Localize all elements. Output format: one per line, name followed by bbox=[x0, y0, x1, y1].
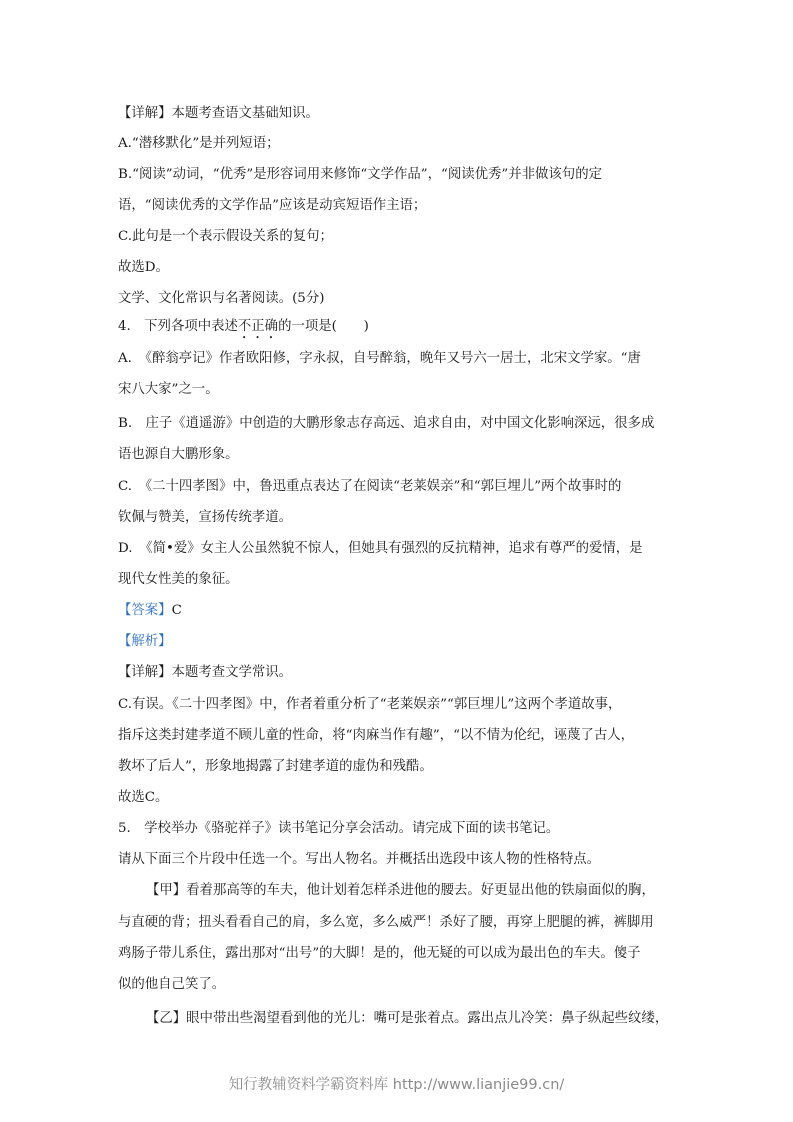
question-4-emphasis: 不正确 bbox=[237, 319, 279, 334]
option-b-line: B. 庄子《逍遥游》中创造的大鹏形象志存高远、追求自由，对中国文化影响深远，很多成 bbox=[118, 416, 655, 431]
passage-jia-line: 似的他自己笑了。 bbox=[118, 977, 226, 992]
option-a-line: A. 《醉翁亭记》作者欧阳修，字永叔，自号醉翁，晚年又号六一居士，北宋文学家。“唐 bbox=[118, 351, 641, 366]
text-line: 故选C。 bbox=[118, 790, 169, 805]
text-line: B.“阅读”动词，“优秀”是形容词用来修饰“文学作品”，“阅读优秀”并非做该句的定 bbox=[118, 167, 602, 182]
question-4-stem bbox=[118, 317, 678, 342]
text-line: 请从下面三个片段中任选一个。写出人物名。并概括出选段中该人物的性格特点。 bbox=[118, 852, 601, 867]
text-line: 语，“阅读优秀的文学作品”应该是动宾短语作主语； bbox=[118, 198, 427, 213]
text-line: C.此句是一个表示假设关系的复句； bbox=[118, 229, 333, 244]
option-a-line: 宋八大家”之一。 bbox=[118, 382, 219, 397]
text-line: 教坏了后人”，形象地揭露了封建孝道的虚伪和残酷。 bbox=[118, 759, 433, 774]
footer-watermark: 知行教辅资料学霸资料库 http://www.lianjie99.cn/ bbox=[228, 1077, 565, 1093]
option-b-line: 语也源自大鹏形象。 bbox=[118, 447, 239, 462]
text-line: 文学、文化常识与名著阅读。(5分) bbox=[118, 291, 325, 306]
passage-yi-line: 【乙】眼中带出些渴望看到他的光儿：嘴可是张着点。露出点儿冷笑：鼻子纵起些纹缕， bbox=[146, 1011, 669, 1026]
option-c-line: C. 《二十四孝图》中，鲁迅重点表达了在阅读“老莱娱亲”和“郭巨埋儿”两个故事时的 bbox=[118, 479, 622, 494]
text-line: 【详解】本题考查语文基础知识。 bbox=[118, 106, 319, 121]
question-4-prefix: 4. 下列各项中表述 bbox=[118, 319, 238, 334]
passage-jia-line: 鸡肠子带儿系住，露出那对“出号”的大脚！是的，他无疑的可以成为最出色的车夫。傻子 bbox=[118, 946, 641, 961]
answer-line bbox=[118, 601, 678, 621]
option-d-line: 现代女性美的象征。 bbox=[118, 572, 239, 587]
question-4-suffix: 的一项是( ) bbox=[278, 319, 369, 334]
text-line: 【详解】本题考查文学常识。 bbox=[118, 665, 293, 680]
option-c-line: 钦佩与赞美，宣扬传统孝道。 bbox=[118, 510, 293, 525]
option-d-line: D. 《简•爱》女主人公虽然貌不惊人，但她具有强烈的反抗精神，追求有尊严的爱情，是 bbox=[118, 541, 643, 556]
analysis-tag: 【解析】 bbox=[118, 634, 172, 649]
text-line: C.有误。《二十四孝图》中，作者着重分析了“老莱娱亲”“郭巨埋儿”这两个孝道故事， bbox=[118, 697, 622, 712]
answer-tag: 【答案】 bbox=[118, 603, 172, 618]
answer-value: C bbox=[171, 603, 182, 618]
question-5-stem: 5. 学校举办《骆驼祥子》读书笔记分享会活动。请完成下面的读书笔记。 bbox=[118, 821, 560, 836]
text-line: 故选D。 bbox=[118, 260, 169, 275]
text-line: A.“潜移默化”是并列短语； bbox=[118, 136, 280, 151]
text-line: 指斥这类封建孝道不顾儿童的性命，将“肉麻当作有趣”，“以不情为伦纪，诬蔑了古人， bbox=[118, 728, 634, 743]
passage-jia-line: 【甲】看着那高等的车夫，他计划着怎样杀进他的腰去。好更显出他的铁扇面似的胸， bbox=[146, 883, 655, 898]
passage-jia-line: 与直硬的背；扭头看看自己的肩，多么宽，多么威严！杀好了腰，再穿上肥腿的裤，裤脚用 bbox=[118, 915, 654, 930]
